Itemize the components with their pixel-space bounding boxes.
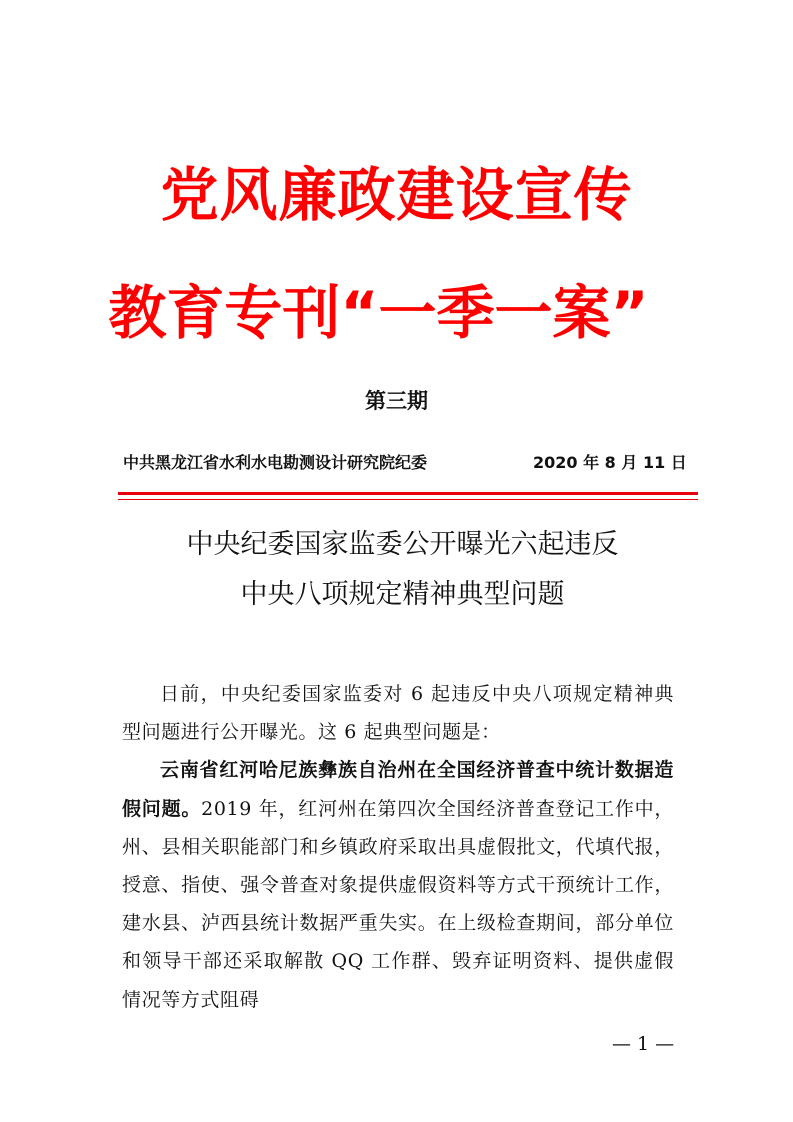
article-title-line1: 中央纪委国家监委公开曝光六起违反 (186, 529, 619, 560)
page-number: — 1 — (612, 1033, 675, 1055)
issue-date: 2020 年 8 月 11 日 (533, 453, 687, 472)
case-heading: 云南省红河哈尼族彝族自治州在全国经济普查中统计数据造假问题。 (122, 759, 674, 820)
intro-paragraph: 日前，中央纪委国家监委对 6 起违反中央八项规定精神典型问题进行公开曝光。这 6 起典型问题是： (122, 683, 674, 744)
article-body (122, 675, 674, 1019)
header-divider-thick (118, 492, 698, 495)
header-divider-thin (118, 499, 698, 500)
case-text: 2019 年，红河州在第四次全国经济普查登记工作中，州、县相关职能部门和乡镇政府采取出具虚假批文，代填代报，授意、指使、强令普查对象提供虚假资料等方式干预统计工作，建水县、泸西县统计数据严重失实。在上级检查期间，部分单位和领导干部还采取解散 QQ 工作群、毁弃证明资料、提供虚假情况等方式阻碍 (122, 797, 674, 1011)
publisher: 中共黑龙江省水利水电勘测设计研究院纪委 (123, 453, 428, 472)
masthead-title-line2: 教育专刊“一季一案” (108, 279, 649, 347)
article-title-line2: 中央八项规定精神典型问题 (240, 579, 565, 610)
issue-number: 第三期 (365, 389, 428, 413)
case-paragraph (122, 751, 674, 1018)
masthead-title-line1: 党风廉政建设宣传 (160, 161, 633, 229)
